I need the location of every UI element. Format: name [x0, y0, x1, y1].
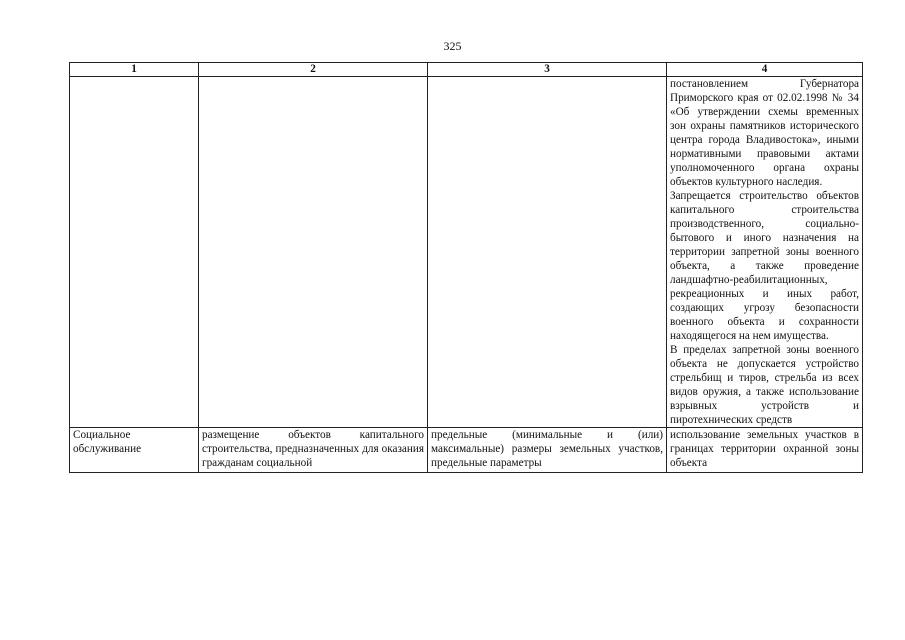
column-header-2: 2: [199, 63, 428, 77]
table-cell: [428, 77, 667, 428]
column-header-3: 3: [428, 63, 667, 77]
page-number: 325: [443, 39, 462, 53]
paragraph-construction-ban: Запрещается строительство объектов капитального строительства производственного, социально-бытового и иного назначения на территории запретной зоны военного объекта, а также проведение ландшафтно-реабилитационных, рекреационных и иных работ, создающих угрозу безопасности военного объекта и сохранности находящегося на нем имущества.: [670, 190, 859, 342]
table-cell-restrictions: [667, 428, 863, 473]
table-cell-description: [199, 428, 428, 473]
table-header-row: [70, 63, 863, 77]
parameters-text: предельные (минимальные и (или) максимальные) размеры земельных участков, предельные параметры: [431, 429, 663, 469]
column-header-4: 4: [667, 63, 863, 77]
use-type-text: Социальное обслуживание: [73, 429, 142, 455]
table-cell-restrictions: [667, 77, 863, 428]
regulations-table: [69, 62, 863, 473]
paragraph-shooting-ban: В пределах запретной зоны военного объекта не допускается устройство стрельбищ и тиров, стрельба из всех видов оружия, а также использование взрывных устройств и пиротехнических средств: [670, 344, 859, 426]
table-cell: [70, 77, 199, 428]
restrictions-text: использование земельных участков в границах территории охранной зоны объекта: [670, 429, 859, 469]
table-row: [70, 428, 863, 473]
table-cell: [199, 77, 428, 428]
table-cell-use-type: [70, 428, 199, 473]
column-header-1: 1: [70, 63, 199, 77]
table-row: [70, 77, 863, 428]
description-text: размещение объектов капитального строительства, предназначенных для оказания гражданам социальной: [202, 429, 424, 469]
paragraph-heritage: постановлением Губернатора Приморского края от 02.02.1998 № 34 «Об утверждении схемы временных зон охраны памятников исторического центра города Владивостока», иными нормативными правовыми актами уполномоченного органа охраны объектов культурного наследия.: [670, 78, 859, 188]
table-cell-parameters: [428, 428, 667, 473]
